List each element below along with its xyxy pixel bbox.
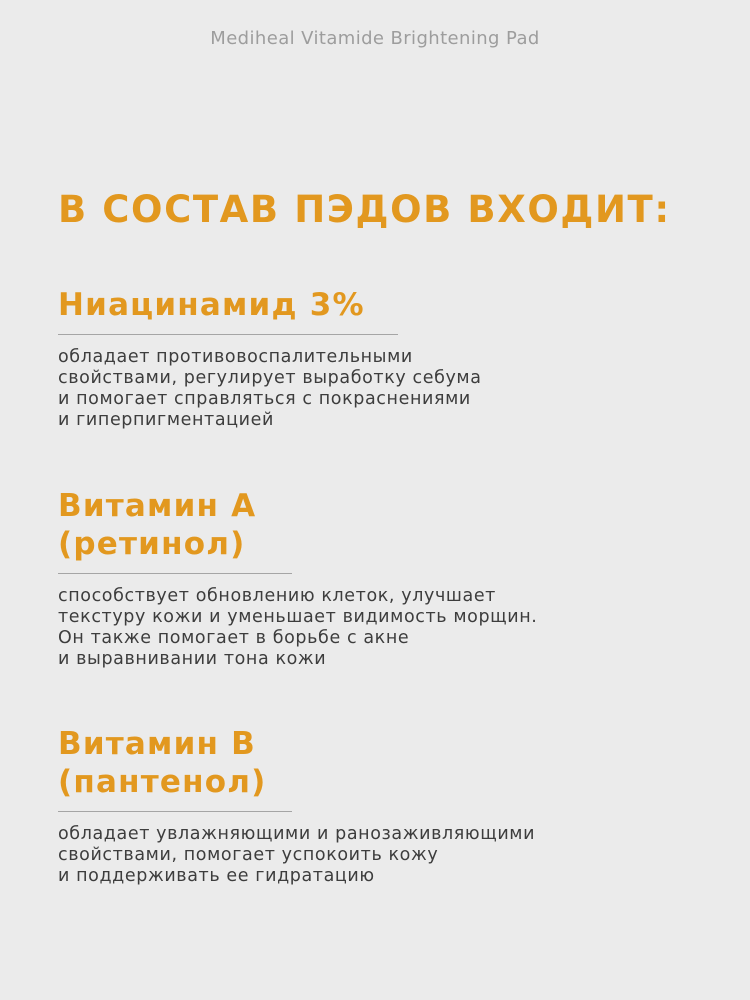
description-line: обладает увлажняющими и ранозаживляющими (58, 824, 536, 844)
description-line: и выравнивании тона кожи (58, 649, 327, 669)
description-line: обладает противовоспалительными (58, 347, 413, 367)
section-divider (58, 334, 398, 335)
description-line: и поддерживать ее гидратацию (58, 866, 375, 886)
section-divider (58, 811, 292, 812)
product-name-caption: Mediheal Vitamide Brightening Pad (210, 28, 540, 49)
description-line: и помогает справляться с покраснениями (58, 389, 471, 409)
ingredient-title-line: Витамин В (58, 726, 256, 762)
description-line: свойствами, помогает успокоить кожу (58, 845, 439, 865)
description-line: способствует обновлению клеток, улучшает (58, 586, 496, 606)
description-line: текстуру кожи и уменьшает видимость морщин. (58, 607, 538, 627)
description-line: и гиперпигментацией (58, 410, 274, 430)
ingredient-title-line: (ретинол) (58, 526, 246, 562)
ingredient-description (58, 347, 698, 431)
ingredient-vitamin-a (58, 487, 698, 670)
ingredient-title (58, 487, 698, 563)
ingredient-title-line: (пантенол) (58, 764, 267, 800)
ingredient-description (58, 824, 698, 887)
ingredient-description (58, 586, 698, 670)
ingredient-title-line: Ниацинамид 3% (58, 287, 365, 323)
ingredient-niacinamide (58, 286, 698, 431)
ingredient-vitamin-b (58, 725, 698, 887)
ingredient-title (58, 725, 698, 801)
page-heading: В СОСТАВ ПЭДОВ ВХОДИТ: (58, 188, 671, 231)
description-line: Он также помогает в борьбе с акне (58, 628, 410, 648)
description-line: свойствами, регулирует выработку себума (58, 368, 482, 388)
ingredient-title-line: Витамин А (58, 488, 257, 524)
section-divider (58, 573, 292, 574)
ingredient-title (58, 286, 698, 324)
